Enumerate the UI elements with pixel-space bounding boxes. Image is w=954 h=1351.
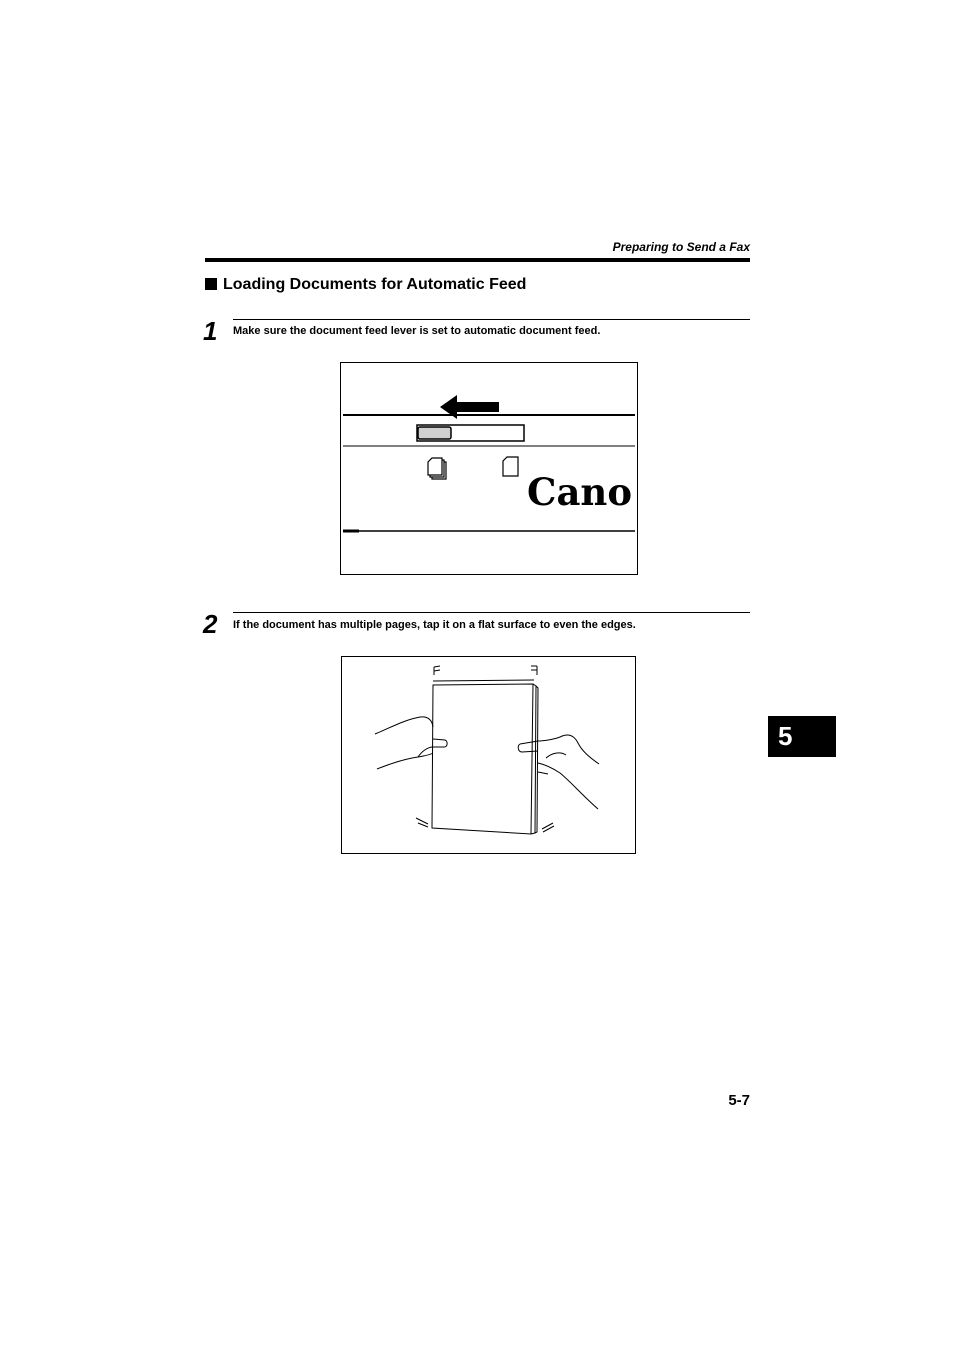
hands-holding-stack-icon (342, 657, 635, 853)
figure-tapping-stack (341, 656, 636, 854)
step-1-text: Make sure the document feed lever is set to automatic document feed. (233, 325, 601, 337)
brand-logo (527, 470, 635, 514)
step-2-rule (233, 612, 750, 613)
feed-lever-illustration (341, 363, 637, 574)
header-rule (205, 258, 750, 262)
feed-lever-slot (417, 425, 524, 441)
brand-logo-text: Cano (527, 470, 633, 514)
step-2-text: If the document has multiple pages, tap it on a flat surface to even the edges. (233, 619, 636, 631)
step-1-number: 1 (203, 316, 218, 346)
step-1-rule (233, 319, 750, 320)
square-bullet-icon (205, 278, 217, 290)
chapter-tab: 5 (768, 716, 836, 757)
multi-page-document-icon (428, 458, 446, 479)
step-2-number: 2 (203, 609, 218, 639)
figure-feed-lever (340, 362, 638, 575)
section-title-text: Loading Documents for Automatic Feed (223, 276, 527, 293)
single-page-document-icon (503, 457, 518, 476)
page-number: 5-7 (728, 1092, 750, 1109)
section-title (205, 276, 526, 294)
running-head: Preparing to Send a Fax (612, 240, 750, 254)
